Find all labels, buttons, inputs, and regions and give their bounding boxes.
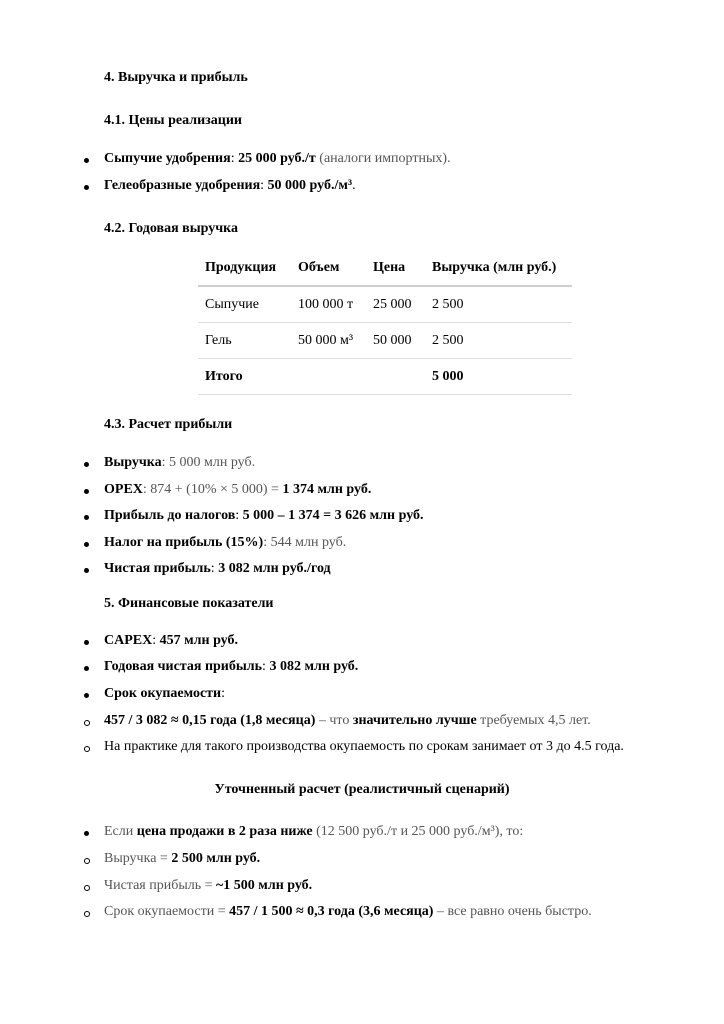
- list-item: Чистая прибыль: 3 082 млн руб./год: [104, 561, 331, 576]
- list-item: Если цена продажи в 2 раза ниже (12 500 руб./т и 25 000 руб./м³), то:: [104, 824, 524, 839]
- table-cell: 50 000 м³: [298, 332, 354, 348]
- table-cell: 2 500: [432, 296, 464, 312]
- list-item: CAPEX: 457 млн руб.: [104, 633, 238, 648]
- list-item: Налог на прибыль (15%): 544 млн руб.: [104, 535, 347, 550]
- bullet-icon: [84, 489, 89, 494]
- circle-bullet-icon: [84, 720, 90, 726]
- bullet-icon: [84, 462, 89, 467]
- bullet-icon: [84, 831, 89, 836]
- refined-calc-title: Уточненный расчет (реалистичный сценарий): [214, 782, 510, 797]
- table-cell: 25 000: [373, 296, 412, 312]
- list-item: Выручка = 2 500 млн руб.: [104, 851, 261, 866]
- bullet-icon: [84, 693, 89, 698]
- table-cell: 50 000: [373, 332, 412, 348]
- table-cell: 2 500: [432, 332, 464, 348]
- table-cell: Гель: [205, 332, 232, 348]
- subsection-4-1-title: 4.1. Цены реализации: [104, 113, 242, 128]
- table-header-row: [198, 250, 572, 286]
- bullet-icon: [84, 185, 89, 190]
- section-5-title: 5. Финансовые показатели: [104, 596, 274, 611]
- table-header: Выручка (млн руб.): [432, 259, 557, 275]
- subsection-4-2-title: 4.2. Годовая выручка: [104, 221, 238, 236]
- list-item: На практике для такого производства окупаемость по срокам занимает от 3 до 4.5 года.: [104, 739, 624, 754]
- list-item: Годовая чистая прибыль: 3 082 млн руб.: [104, 659, 359, 674]
- table-header: Продукция: [205, 259, 277, 275]
- bullet-icon: [84, 568, 89, 573]
- subsection-4-3-title: 4.3. Расчет прибыли: [104, 417, 233, 432]
- list-item: Чистая прибыль = ~1 500 млн руб.: [104, 878, 313, 893]
- table-row: [198, 286, 572, 323]
- circle-bullet-icon: [84, 911, 90, 917]
- revenue-table: [198, 250, 572, 395]
- bullet-icon: [84, 542, 89, 547]
- bullet-icon: [84, 515, 89, 520]
- list-item: OPEX: 874 + (10% × 5 000) = 1 374 млн руб.: [104, 482, 372, 497]
- table-cell: Итого: [205, 368, 243, 384]
- bullet-icon: [84, 158, 89, 163]
- list-item: Срок окупаемости:: [104, 686, 226, 701]
- table-row: [198, 323, 572, 359]
- bullet-icon: [84, 666, 89, 671]
- bullet-icon: [84, 640, 89, 645]
- circle-bullet-icon: [84, 858, 90, 864]
- circle-bullet-icon: [84, 885, 90, 891]
- table-cell: 5 000: [432, 368, 464, 384]
- table-header: Цена: [373, 259, 406, 275]
- list-item: Выручка: 5 000 млн руб.: [104, 455, 256, 470]
- table-header: Объем: [298, 259, 340, 275]
- circle-bullet-icon: [84, 746, 90, 752]
- table-cell: 100 000 т: [298, 296, 354, 312]
- table-cell: [291, 359, 366, 395]
- table-total-row: [198, 359, 572, 395]
- list-item: Прибыль до налогов: 5 000 – 1 374 = 3 626 млн руб.: [104, 508, 424, 523]
- list-item: Срок окупаемости = 457 / 1 500 ≈ 0,3 года (3,6 месяца) – все равно очень быстро.: [104, 904, 592, 919]
- section-4-title: 4. Выручка и прибыль: [104, 70, 248, 85]
- table-cell: Сыпучие: [205, 296, 259, 312]
- list-item: Сыпучие удобрения: 25 000 руб./т (аналоги импортных).: [104, 151, 451, 166]
- table-cell: [366, 359, 425, 395]
- list-item: 457 / 3 082 ≈ 0,15 года (1,8 месяца) – что значительно лучше требуемых 4,5 лет.: [104, 713, 591, 728]
- list-item: Гелеобразные удобрения: 50 000 руб./м³.: [104, 178, 356, 193]
